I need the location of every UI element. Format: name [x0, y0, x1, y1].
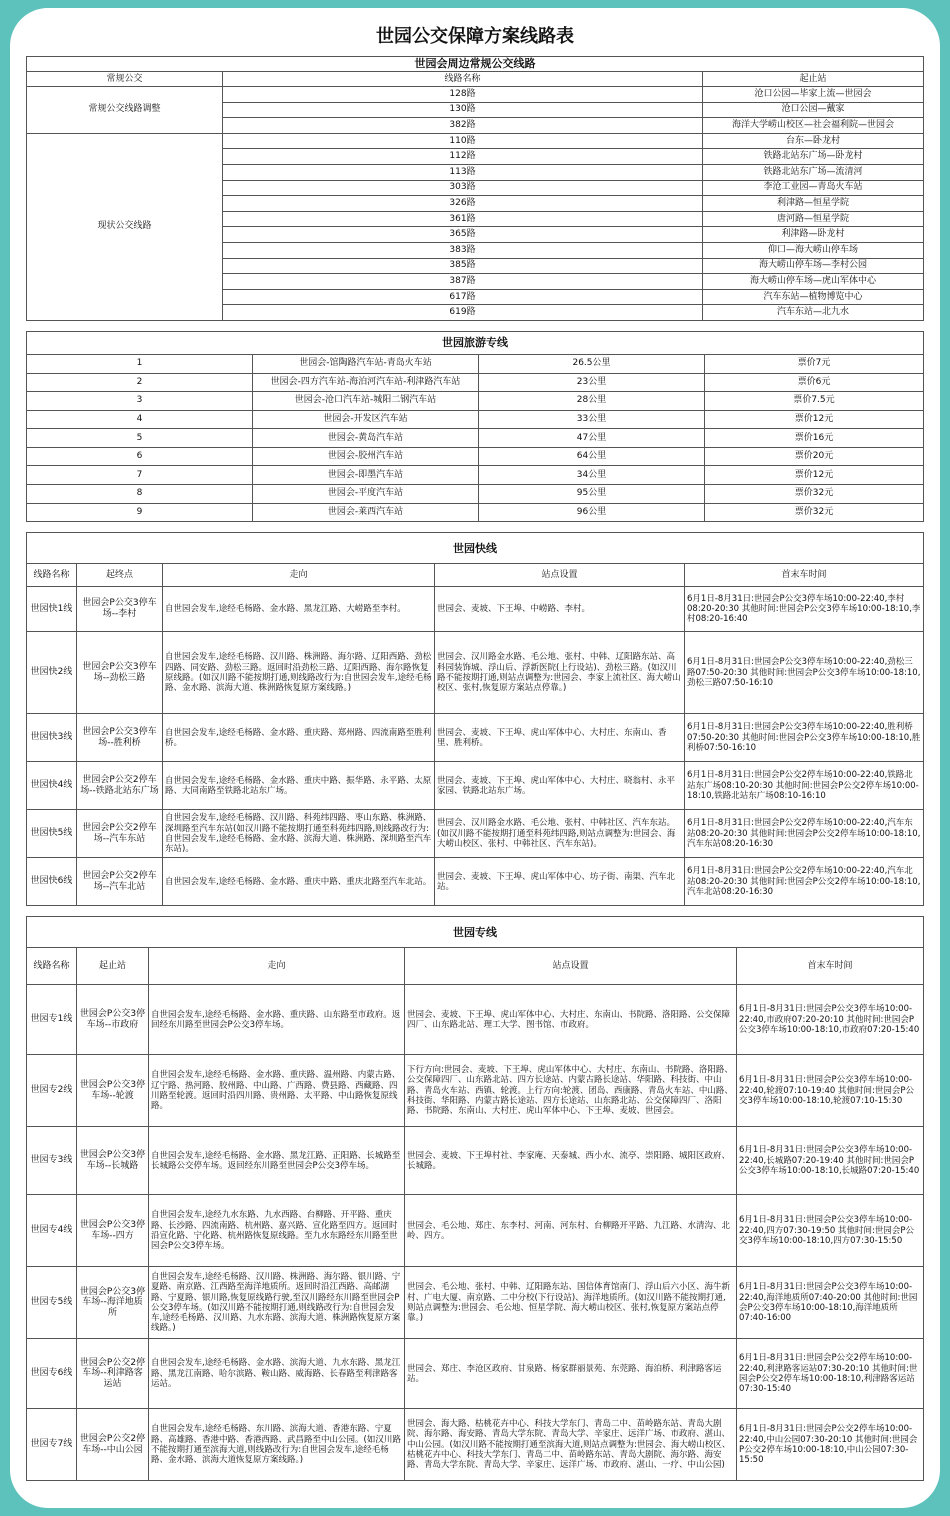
- express-schedule: 6月1日-8月31日:世园会P公交2停车场10:00-22:40,汽车东站08:20-20:30 其他时间:世园会P公交2停车场10:00-18:10,汽车东站08:20-16:30: [685, 810, 924, 858]
- route-stops: 沧口公园—戴家: [703, 102, 924, 118]
- tourism-number: 7: [27, 466, 253, 485]
- special-stops: 世园会、麦坡、下王埠、虎山军体中心、大村庄、东南山、书院路、洛阳路、公交保障四厂、山东路北站、理工大学、图书馆、市政府。: [405, 985, 737, 1055]
- express-line-name: 世园快3线: [27, 714, 77, 762]
- express-stops: 世园会、汉川路金水路、毛公地、张村、中韩、辽阳路东站、高科园装饰城、浮山后、浮新医院(上行设站)、劲松三路。(如汉川路不能按期打通,则站点调整为:世园会、李家上流社区、海大崂山校区、张村,恢复原方案站点停靠。): [435, 632, 685, 714]
- express-schedule: 6月1日-8月31日:世园会P公交2停车场10:00-22:40,汽车北站08:20-20:30 其他时间:世园会P公交2停车场10:00-18:10,汽车北站08:20-16:30: [685, 858, 924, 906]
- express-row: [27, 714, 924, 762]
- special-schedule: 6月1日-8月31日:世园会P公交2停车场10:00-22:40,利津路客运站07:30-20:10 其他时间:世园会P公交2停车场10:00-18:10,利津路客运站07:30-15:40: [737, 1339, 924, 1409]
- special-schedule: 6月1日-8月31日:世园会P公交3停车场10:00-22:40,市政府07:20-20:10 其他时间:世园会P公交3停车场10:00-18:10,市政府07:20-15:40: [737, 985, 924, 1055]
- tourism-fare: 票价20元: [705, 447, 924, 466]
- route-name: 113路: [223, 164, 703, 180]
- special-header-name: 线路名称: [27, 948, 77, 985]
- special-header-route: 走向: [149, 948, 405, 985]
- special-line-name: 世园专4线: [27, 1195, 77, 1267]
- tourism-route: 世园会-即墨汽车站: [253, 466, 479, 485]
- special-row: [27, 1409, 924, 1481]
- tourism-number: 3: [27, 392, 253, 411]
- special-row: [27, 1127, 924, 1195]
- regular-header-route: 线路名称: [223, 72, 703, 87]
- express-line-name: 世园快6线: [27, 858, 77, 906]
- route-stops: 汽车东站—北九水: [703, 305, 924, 321]
- special-line-name: 世园专1线: [27, 985, 77, 1055]
- express-line-name: 世园快1线: [27, 587, 77, 632]
- tourism-number: 9: [27, 503, 253, 522]
- express-header-name: 线路名称: [27, 564, 77, 587]
- route-name: 382路: [223, 118, 703, 134]
- tourism-route: 世园会-沧口汽车站-城阳二钢汽车站: [253, 392, 479, 411]
- tourism-route: 世园会-黄岛汽车站: [253, 429, 479, 448]
- tourism-row: [27, 429, 924, 448]
- special-stops: 世园会、麦坡、下王埠村社、李家庵、天泰城、西小水、流亭、崇阳路、城阳区政府、长城路。: [405, 1127, 737, 1195]
- special-section-title: 世园专线: [27, 917, 924, 948]
- tourism-route: 世园会-平度汽车站: [253, 485, 479, 504]
- special-route: 自世园会发车,途经毛杨路、金水路、重庆路、温州路、内蒙古路、辽宁路、热河路、胶州路、中山路、广西路、费县路、西藏路、四川路至轮渡。返回时沿四川路、贵州路、太平路、中山路恢复原线路。: [149, 1055, 405, 1127]
- route-stops: 海洋大学崂山校区—社会福利院—世园会: [703, 118, 924, 134]
- tourism-distance: 26.5公里: [479, 354, 705, 373]
- special-schedule: 6月1日-8月31日:世园会P公交3停车场10:00-22:40,长城路07:20-19:40 其他时间:世园会P公交3停车场10:00-18:10,长城路07:20-15:40: [737, 1127, 924, 1195]
- express-header-route: 走向: [163, 564, 435, 587]
- tourism-number: 1: [27, 354, 253, 373]
- tourism-row: [27, 410, 924, 429]
- page-title: 世园公交保障方案线路表: [376, 26, 574, 47]
- tourism-route: 世园会-莱西汽车站: [253, 503, 479, 522]
- tourism-row: [27, 485, 924, 504]
- tourism-fare: 票价12元: [705, 466, 924, 485]
- tourism-route: 世园会-馆陶路汽车站-青岛火车站: [253, 354, 479, 373]
- special-terminals: 世园会P公交2停车场--利津路客运站: [77, 1339, 149, 1409]
- special-line-name: 世园专6线: [27, 1339, 77, 1409]
- route-stops: 海大崂山停车场—李村公园: [703, 258, 924, 274]
- route-name: 326路: [223, 196, 703, 212]
- tourism-row: [27, 447, 924, 466]
- route-stops: 利津路—恒星学院: [703, 196, 924, 212]
- express-schedule: 6月1日-8月31日:世园会P公交3停车场10:00-22:40,胜利桥07:50-20:30 其他时间:世园会P公交3停车场10:00-18:10,胜利桥07:50-16:10: [685, 714, 924, 762]
- special-row: [27, 1339, 924, 1409]
- tourism-distance: 64公里: [479, 447, 705, 466]
- tourism-distance: 28公里: [479, 392, 705, 411]
- tourism-number: 2: [27, 373, 253, 392]
- tourism-section-title: 世园旅游专线: [27, 331, 924, 354]
- special-header-stops: 站点设置: [405, 948, 737, 985]
- special-route: 自世园会发车,途经毛杨路、东川路、滨海大道、香港东路、宁夏路、高雄路、香港中路、香港西路、武昌路至中山公园。(如汉川路不能按期打通至滨海大道,则线路改行为:自世园会发车,途经毛杨路、金水路、滨海大道恢复原方案线路。): [149, 1409, 405, 1481]
- express-stops: 世园会、汉川路金水路、毛公地、张村、中韩社区、汽车东站。(如汉川路不能按期打通至科苑纬四路,则站点调整为:世园会、海大崂山校区、张村、中韩社区、汽车东站)。: [435, 810, 685, 858]
- tourism-distance: 47公里: [479, 429, 705, 448]
- tourism-fare: 票价12元: [705, 410, 924, 429]
- route-name: 128路: [223, 87, 703, 103]
- route-stops: 铁路北站东广场—卧龙村: [703, 149, 924, 165]
- route-stops: 利津路—卧龙村: [703, 227, 924, 243]
- regular-bus-section: [26, 56, 924, 321]
- regular-route-row: [27, 133, 924, 149]
- regular-group-name: 现状公交线路: [27, 133, 223, 320]
- route-name: 361路: [223, 211, 703, 227]
- express-route: 自世园会发车,途经毛杨路、金水路、重庆中路、重庆北路至汽车北站。: [163, 858, 435, 906]
- page-frame: [10, 8, 940, 1508]
- express-header-time: 首末车时间: [685, 564, 924, 587]
- tourism-row: [27, 373, 924, 392]
- tourism-distance: 34公里: [479, 466, 705, 485]
- route-stops: 沧口公园—毕家上流—世园会: [703, 87, 924, 103]
- special-route: 自世园会发车,途经九水东路、九水西路、台柳路、开平路、重庆路、长沙路、四流南路、杭州路、嘉兴路、宣化路至四方。返回时沿宣化路、宁化路、杭州路恢复原线路。至九水东路经东川路至世园会P公交3停车场。: [149, 1195, 405, 1267]
- express-section-title: 世园快线: [27, 533, 924, 564]
- tourism-fare: 票价7.5元: [705, 392, 924, 411]
- express-schedule: 6月1日-8月31日:世园会P公交2停车场10:00-22:40,铁路北站东广场08:10-20:30 其他时间:世园会P公交2停车场10:00-18:10,铁路北站东广场08:10-16:10: [685, 762, 924, 810]
- express-stops: 世园会、麦坡、下王埠、虎山军体中心、大村庄、晓翁村、永平家园、铁路北站东广场。: [435, 762, 685, 810]
- regular-header-stops: 起止站: [703, 72, 924, 87]
- express-schedule: 6月1日-8月31日:世园会P公交3停车场10:00-22:40,李村08:20-20:30 其他时间:世园会P公交3停车场10:00-18:10,李村08:20-16:40: [685, 587, 924, 632]
- tourism-distance: 95公里: [479, 485, 705, 504]
- tourism-number: 5: [27, 429, 253, 448]
- express-schedule: 6月1日-8月31日:世园会P公交3停车场10:00-22:40,劲松三路07:50-20:30 其他时间:世园会P公交3停车场10:00-18:10,劲松三路07:50-16:10: [685, 632, 924, 714]
- special-terminals: 世园会P公交3停车场--四方: [77, 1195, 149, 1267]
- express-row: [27, 810, 924, 858]
- special-stops: 世园会、海大路、枯桃花卉中心、科技大学东门、青岛二中、苗岭路东站、青岛大剧院、海尔路、海安路、青岛大学东院、青岛大学、辛家庄、远洋广场、市政府、湛山、中山公园。(如汉川路不能按期打通至滨海大道,则站点调整为:世园会、海大崂山校区、枯桃花卉中心、科技大学东门、青岛二中、苗岭路东站、青岛大剧院、海尔路、海安路、青岛大学东院、青岛大学、辛家庄、远洋广场、市政府、湛山、一疗、中山公园): [405, 1409, 737, 1481]
- express-route: 自世园会发车,途经毛杨路、金水路、重庆中路、振华路、永平路、太原路、大同南路至铁路北站东广场。: [163, 762, 435, 810]
- route-stops: 铁路北站东广场—流清河: [703, 164, 924, 180]
- express-stops: 世园会、麦坡、下王埠、中崂路、李村。: [435, 587, 685, 632]
- tourism-section: [26, 331, 924, 522]
- tourism-fare: 票价32元: [705, 503, 924, 522]
- express-terminals: 世园会P公交3停车场--李村: [77, 587, 163, 632]
- tourism-fare: 票价32元: [705, 485, 924, 504]
- special-row: [27, 1267, 924, 1339]
- express-route: 自世园会发车,途经毛杨路、汉川路、科苑纬四路、枣山东路、株洲路、深圳路至汽车东站(如汉川路不能按期打通至科苑纬四路,则线路改行为:自世园会发车,途经毛杨路、金水路、滨海大道、株洲路、深圳路至汽车东站)。: [163, 810, 435, 858]
- express-row: [27, 587, 924, 632]
- express-route: 自世园会发车,途经毛杨路、汉川路、株洲路、海尔路、辽阳西路、劲松四路、同安路、劲松三路。返回时沿劲松三路、辽阳西路、海尔路恢复原线路。(如汉川路不能按期打通,则线路改行为:自世园会发车,途经毛杨路、金水路、滨海大道、株洲路恢复原方案线路。): [163, 632, 435, 714]
- special-schedule: 6月1日-8月31日:世园会P公交3停车场10:00-22:40,轮渡07:10-19:40 其他时间:世园会P公交3停车场10:00-18:10,轮渡07:10-15:30: [737, 1055, 924, 1127]
- special-route: 自世园会发车,途经毛杨路、金水路、滨海大道、九水东路、黑龙江路、黑龙江南路、哈尔滨路、鞍山路、威海路、长春路至利津路客运站。: [149, 1339, 405, 1409]
- special-row: [27, 985, 924, 1055]
- route-name: 303路: [223, 180, 703, 196]
- special-stops: 下行方向:世园会、麦坡、下王埠、虎山军体中心、大村庄、东南山、书院路、洛阳路、公交保障四厂、山东路北站、四方长途站、内蒙古路长途站、华阳路、科技街、中山路、青岛火车站、西镇、轮渡。上行方向:轮渡、团岛、西康路、青岛火车站、中山路、科技街、华阳路、内蒙古路长途站、四方长途站、山东路北站、公交保障四厂、洛阳路、书院路、东南山、大村庄、虎山军体中心、下王埠、麦坡、世园会。: [405, 1055, 737, 1127]
- tourism-number: 4: [27, 410, 253, 429]
- route-stops: 台东—卧龙村: [703, 133, 924, 149]
- special-terminals: 世园会P公交3停车场--海洋地质所: [77, 1267, 149, 1339]
- special-stops: 世园会、毛公地、郑庄、东李村、河南、河东村、台柳路开平路、九江路、水清沟、北岭、四方。: [405, 1195, 737, 1267]
- route-name: 385路: [223, 258, 703, 274]
- special-terminals: 世园会P公交3停车场--轮渡: [77, 1055, 149, 1127]
- regular-group-name: 常规公交线路调整: [27, 87, 223, 134]
- route-name: 383路: [223, 242, 703, 258]
- express-terminals: 世园会P公交2停车场--铁路北站东广场: [77, 762, 163, 810]
- special-table: [26, 916, 924, 1481]
- special-stops: 世园会、郑庄、李沧区政府、甘泉路、杨家群丽景苑、东莞路、海泊桥、利津路客运站。: [405, 1339, 737, 1409]
- special-stops: 世园会、毛公地、张村、中韩、辽阳路东站、国信体育馆南门、浮山后六小区、海牛新村、广电大厦、南京路、二中分校(下行设站)、海洋地质所。(如汉川路不能按期打通,则站点调整为:世园会、毛公地、恒星学院、海大崂山校区、张村,恢复原方案站点停靠。): [405, 1267, 737, 1339]
- express-terminals: 世园会P公交3停车场--劲松三路: [77, 632, 163, 714]
- special-row: [27, 1055, 924, 1127]
- express-header-ends: 起终点: [77, 564, 163, 587]
- special-terminals: 世园会P公交3停车场--长城路: [77, 1127, 149, 1195]
- route-name: 617路: [223, 289, 703, 305]
- express-stops: 世园会、麦坡、下王埠、虎山军体中心、坊子街、南渠、汽车北站。: [435, 858, 685, 906]
- tourism-number: 6: [27, 447, 253, 466]
- tourism-route: 世园会-胶州汽车站: [253, 447, 479, 466]
- special-schedule: 6月1日-8月31日:世园会P公交2停车场10:00-22:40,中山公园07:30-20:10 其他时间:世园会P公交2停车场10:00-18:10,中山公园07:30-15:50: [737, 1409, 924, 1481]
- express-terminals: 世园会P公交2停车场--汽车北站: [77, 858, 163, 906]
- express-terminals: 世园会P公交2停车场--汽车东站: [77, 810, 163, 858]
- route-stops: 李沧工业园—青岛火车站: [703, 180, 924, 196]
- route-stops: 仰口—海大崂山停车场: [703, 242, 924, 258]
- special-schedule: 6月1日-8月31日:世园会P公交3停车场10:00-22:40,海洋地质所07:40-20:00 其他时间:世园会P公交3停车场10:00-18:10,海洋地质所07:40-16:00: [737, 1267, 924, 1339]
- special-header-time: 首末车时间: [737, 948, 924, 985]
- route-name: 130路: [223, 102, 703, 118]
- regular-section-title: 世园会周边常规公交线路: [27, 57, 924, 72]
- express-row: [27, 762, 924, 810]
- tourism-row: [27, 354, 924, 373]
- regular-header-category: 常规公交: [27, 72, 223, 87]
- express-route: 自世园会发车,途经毛杨路、金水路、黑龙江路、大崂路至李村。: [163, 587, 435, 632]
- regular-bus-table: [26, 56, 924, 321]
- route-stops: 唐河路—恒星学院: [703, 211, 924, 227]
- tourism-route: 世园会-开发区汽车站: [253, 410, 479, 429]
- route-name: 110路: [223, 133, 703, 149]
- special-route: 自世园会发车,途经毛杨路、金水路、重庆路、山东路至市政府。返回经东川路至世园会P公交3停车场。: [149, 985, 405, 1055]
- special-terminals: 世园会P公交3停车场--市政府: [77, 985, 149, 1055]
- express-section: [26, 532, 924, 906]
- tourism-route: 世园会-四方汽车站-海泊河汽车站-利津路汽车站: [253, 373, 479, 392]
- tourism-fare: 票价16元: [705, 429, 924, 448]
- express-header-stops: 站点设置: [435, 564, 685, 587]
- regular-route-row: [27, 87, 924, 103]
- route-name: 387路: [223, 274, 703, 290]
- tourism-table: [26, 331, 924, 522]
- express-route: 自世园会发车,途经毛杨路、金水路、重庆路、郑州路、四流南路至胜利桥。: [163, 714, 435, 762]
- special-section: [26, 916, 924, 1481]
- special-header-ends: 起止站: [77, 948, 149, 985]
- express-row: [27, 632, 924, 714]
- special-line-name: 世园专2线: [27, 1055, 77, 1127]
- special-schedule: 6月1日-8月31日:世园会P公交3停车场10:00-22:40,四方07:30-19:50 其他时间:世园会P公交3停车场10:00-18:10,四方07:30-15:50: [737, 1195, 924, 1267]
- special-route: 自世园会发车,途经毛杨路、金水路、黑龙江路、正阳路、长城路至长城路公交停车场。返回经东川路至世园会P公交3停车场。: [149, 1127, 405, 1195]
- route-name: 619路: [223, 305, 703, 321]
- tourism-row: [27, 503, 924, 522]
- route-stops: 海大崂山停车场—虎山军体中心: [703, 274, 924, 290]
- route-name: 112路: [223, 149, 703, 165]
- express-table: [26, 532, 924, 906]
- route-name: 365路: [223, 227, 703, 243]
- tourism-fare: 票价7元: [705, 354, 924, 373]
- special-terminals: 世园会P公交2停车场--中山公园: [77, 1409, 149, 1481]
- tourism-number: 8: [27, 485, 253, 504]
- express-terminals: 世园会P公交3停车场--胜利桥: [77, 714, 163, 762]
- route-stops: 汽车东站—植物博览中心: [703, 289, 924, 305]
- special-route: 自世园会发车,途经毛杨路、汉川路、株洲路、海尔路、银川路、宁夏路、南京路、江西路至海洋地质所。返回时沿江西路、高邮湖路、宁夏路、银川路,恢复原线路行驶,至汉川路经东川路至世园会P公交3停车场。(如汉川路不能按期打通,则线路改行为:自世园会发车,途经毛杨路、汉川路、九水东路、滨海大道、株洲路恢复原方案线路。): [149, 1267, 405, 1339]
- special-line-name: 世园专7线: [27, 1409, 77, 1481]
- express-stops: 世园会、麦坡、下王埠、虎山军体中心、大村庄、东南山、香里、胜利桥。: [435, 714, 685, 762]
- tourism-distance: 96公里: [479, 503, 705, 522]
- express-line-name: 世园快2线: [27, 632, 77, 714]
- tourism-fare: 票价6元: [705, 373, 924, 392]
- express-row: [27, 858, 924, 906]
- special-line-name: 世园专5线: [27, 1267, 77, 1339]
- tourism-distance: 23公里: [479, 373, 705, 392]
- special-row: [27, 1195, 924, 1267]
- tourism-distance: 33公里: [479, 410, 705, 429]
- tourism-row: [27, 392, 924, 411]
- express-line-name: 世园快4线: [27, 762, 77, 810]
- express-line-name: 世园快5线: [27, 810, 77, 858]
- special-line-name: 世园专3线: [27, 1127, 77, 1195]
- tourism-row: [27, 466, 924, 485]
